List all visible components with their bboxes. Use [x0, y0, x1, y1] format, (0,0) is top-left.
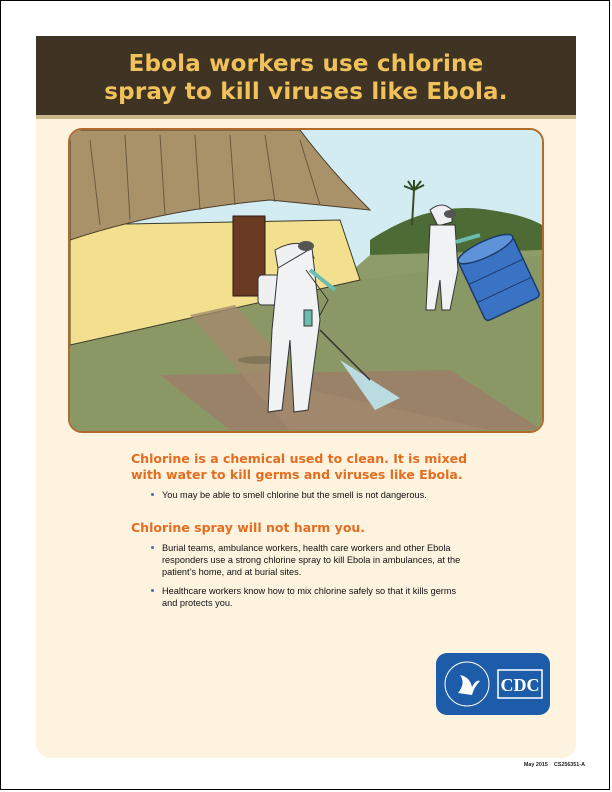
list-item: Healthcare workers know how to mix chlorine safely so that it kills germs and protects you. — [150, 585, 470, 609]
section-1-bullets — [150, 489, 470, 508]
section-1-heading: Chlorine is a chemical used to clean. It is mixed with water to kill germs and viruses like Ebola. — [131, 451, 468, 482]
hhs-cdc-logo — [436, 653, 550, 715]
page-title-line-2: spray to kill viruses like Ebola. — [104, 79, 508, 105]
cdc-logo-text: CDC — [500, 675, 540, 695]
hhs-eagle-icon — [458, 675, 480, 695]
publication-date: May 2015 — [523, 762, 548, 768]
section-2-heading: Chlorine spray will not harm you. — [131, 520, 366, 535]
title-banner — [36, 36, 576, 119]
page-title-line-1: Ebola workers use chlorine — [128, 51, 484, 77]
logo-svg — [436, 653, 550, 715]
illustration-svg — [70, 130, 542, 431]
list-item: You may be able to smell chlorine but the smell is not dangerous. — [150, 489, 470, 501]
publication-code: CS256351-A — [553, 762, 585, 768]
ebola-workers-illustration — [68, 128, 544, 433]
footer — [480, 762, 585, 768]
list-item: Burial teams, ambulance workers, health care workers and other Ebola responders use a strong chlorine spray to kill Ebola in ambulances, at the patient’s home, and at burial sites. — [150, 542, 470, 578]
section-2-bullets — [150, 542, 470, 616]
